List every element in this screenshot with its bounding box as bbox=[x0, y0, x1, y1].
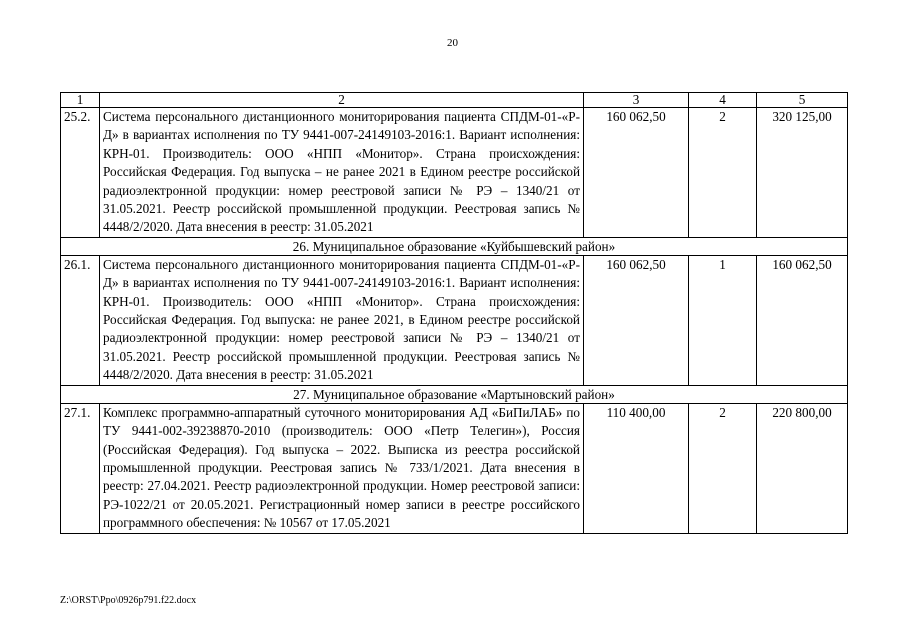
section-row bbox=[61, 385, 848, 403]
section-title: 27. Муниципальное образование «Мартыновский район» bbox=[61, 385, 848, 403]
row-description: Система персонального дистанционного мониторирования пациента СПДМ-01-«Р-Д» в вариантах исполнения по ТУ 9441-007-24149103-2016:1. Вариант исполнения: КРН-01. Производитель: ООО «НПП «Монитор». Страна происхождения: Российская Федерация. Год выпуска – не ранее 2021 в Едином реестре российской радиоэлектронной продукции: номер реестровой записи № РЭ – 1340/21 от 31.05.2021. Реестр российской промышленной продукции. Реестровая запись № 4448/2/2020. Дата внесения в реестр: 31.05.2021 bbox=[100, 108, 584, 238]
row-number: 25.2. bbox=[61, 108, 100, 238]
page-number: 20 bbox=[447, 37, 458, 49]
row-total: 160 062,50 bbox=[757, 255, 848, 385]
row-price: 160 062,50 bbox=[584, 108, 689, 238]
table-row bbox=[61, 403, 848, 533]
section-title: 26. Муниципальное образование «Куйбышевский район» bbox=[61, 237, 848, 255]
row-quantity: 2 bbox=[689, 108, 757, 238]
row-quantity: 1 bbox=[689, 255, 757, 385]
row-description: Система персонального дистанционного мониторирования пациента СПДМ-01-«Р-Д» в вариантах исполнения по ТУ 9441-007-24149103-2016:1. Вариант исполнения: КРН-01. Производитель: ООО «НПП «Монитор». Страна происхождения: Российская Федерация. Год выпуска: не ранее 2021, в Едином реестре российской радиоэлектронной продукции: номер реестровой записи № РЭ – 1340/21 от 31.05.2021. Реестр российской промышленной продукции. Реестровая запись № 4448/2/2020. Дата внесения в реестр: 31.05.2021 bbox=[100, 255, 584, 385]
document-table bbox=[60, 92, 848, 534]
header-col-4: 4 bbox=[689, 93, 757, 108]
header-col-3: 3 bbox=[584, 93, 689, 108]
row-description: Комплекс программно-аппаратный суточного мониторирования АД «БиПиЛАБ» по ТУ 9441-002-39238870-2010 (производитель: ООО «Петр Телегин»), Россия (Российская Федерация). Год выпуска – 2022. Выписка из реестра российской промышленной продукции. Реестровая запись № 733/1/2021. Дата внесения в реестр: 27.04.2021. Реестр радиоэлектронной продукции. Номер реестровой записи: РЭ-1022/21 от 20.05.2021. Регистрационный номер записи в реестре российского программного обеспечения: № 10567 от 17.05.2021 bbox=[100, 403, 584, 533]
row-total: 220 800,00 bbox=[757, 403, 848, 533]
section-row bbox=[61, 237, 848, 255]
row-number: 27.1. bbox=[61, 403, 100, 533]
table-row bbox=[61, 108, 848, 238]
row-price: 160 062,50 bbox=[584, 255, 689, 385]
header-col-5: 5 bbox=[757, 93, 848, 108]
table-header-row bbox=[61, 93, 848, 108]
row-quantity: 2 bbox=[689, 403, 757, 533]
row-total: 320 125,00 bbox=[757, 108, 848, 238]
footer-file-path: Z:\ORST\Ppo\0926p791.f22.docx bbox=[60, 595, 197, 606]
row-price: 110 400,00 bbox=[584, 403, 689, 533]
table-row bbox=[61, 255, 848, 385]
header-col-1: 1 bbox=[61, 93, 100, 108]
row-number: 26.1. bbox=[61, 255, 100, 385]
header-col-2: 2 bbox=[100, 93, 584, 108]
